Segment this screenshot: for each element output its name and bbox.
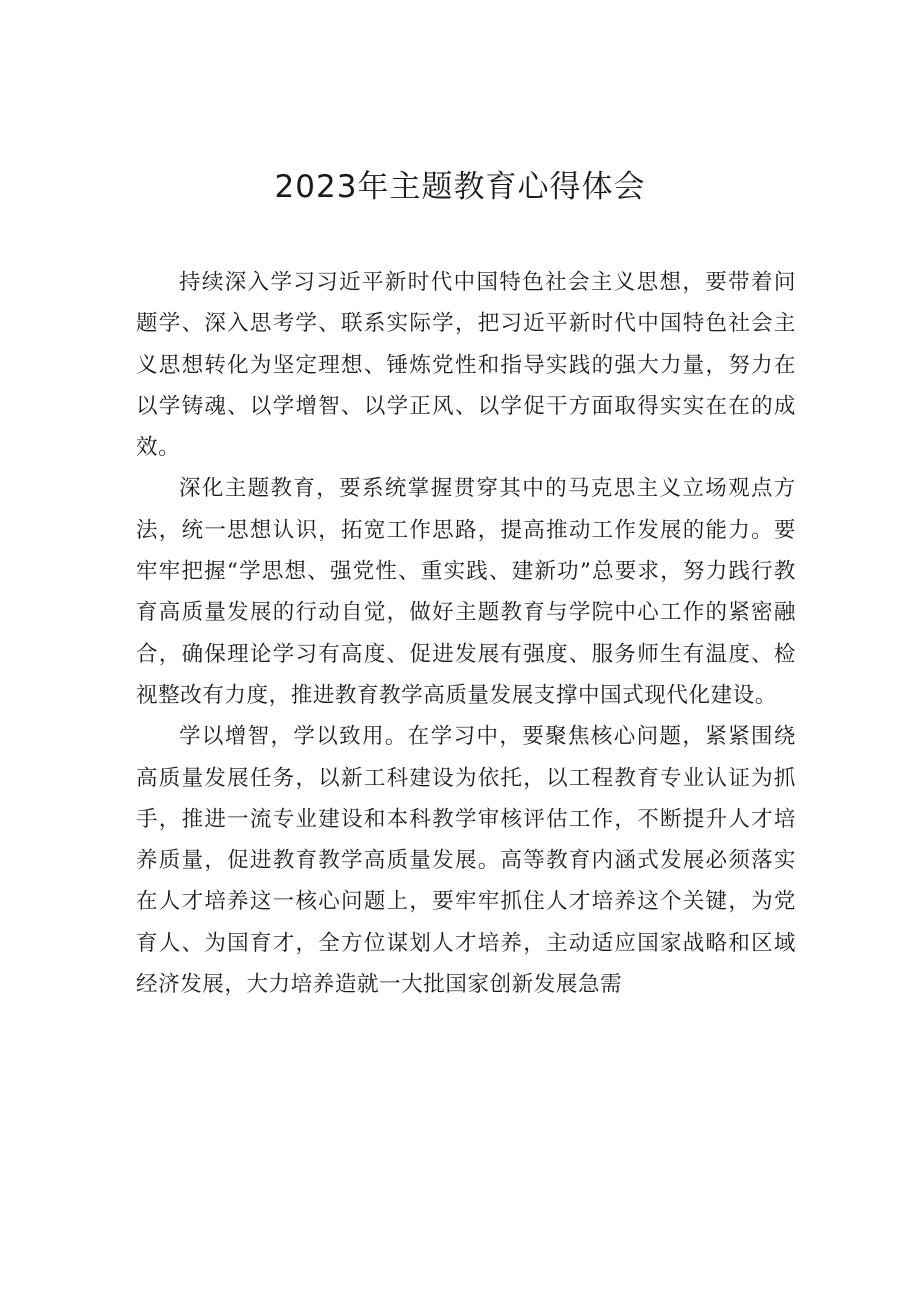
paragraph-1: 持续深入学习习近平新时代中国特色社会主义思想，要带着问题学、深入思考学、联系实际学，把习近平新时代中国特色社会主义思想转化为坚定理想、锤炼党性和指导实践的强大力量，努力在以学铸魂、以学增智、以学正风、以学促干方面取得实实在在的成效。	[136, 270, 796, 461]
paragraph-2: 深化主题教育，要系统掌握贯穿其中的马克思主义立场观点方法，统一思想认识，拓宽工作思路，提高推动工作发展的能力。要牢牢把握“学思想、强党性、重实践、建新功”总要求，努力践行教育高质量发展的行动自觉，做好主题教育与学院中心工作的紧密融合，确保理论学习有高度、促进发展有强度、服务师生有温度、检视整改有力度，推进教育教学高质量发展支撑中国式现代化建设。	[136, 476, 796, 708]
document-title: 2023年主题教育心得体会	[274, 169, 646, 205]
paragraph-3: 学以增智，学以致用。在学习中，要聚焦核心问题，紧紧围绕高质量发展任务，以新工科建设为依托，以工程教育专业认证为抓手，推进一流专业建设和本科教学审核评估工作，不断提升人才培养质量，促进教育教学高质量发展。高等教育内涵式发展必须落实在人才培养这一核心问题上，要牢牢抓住人才培养这个关键，为党育人、为国育才，全方位谋划人才培养，主动适应国家战略和区域经济发展，大力培养造就一大批国家创新发展急需	[136, 724, 796, 998]
document-body	[136, 262, 796, 1005]
